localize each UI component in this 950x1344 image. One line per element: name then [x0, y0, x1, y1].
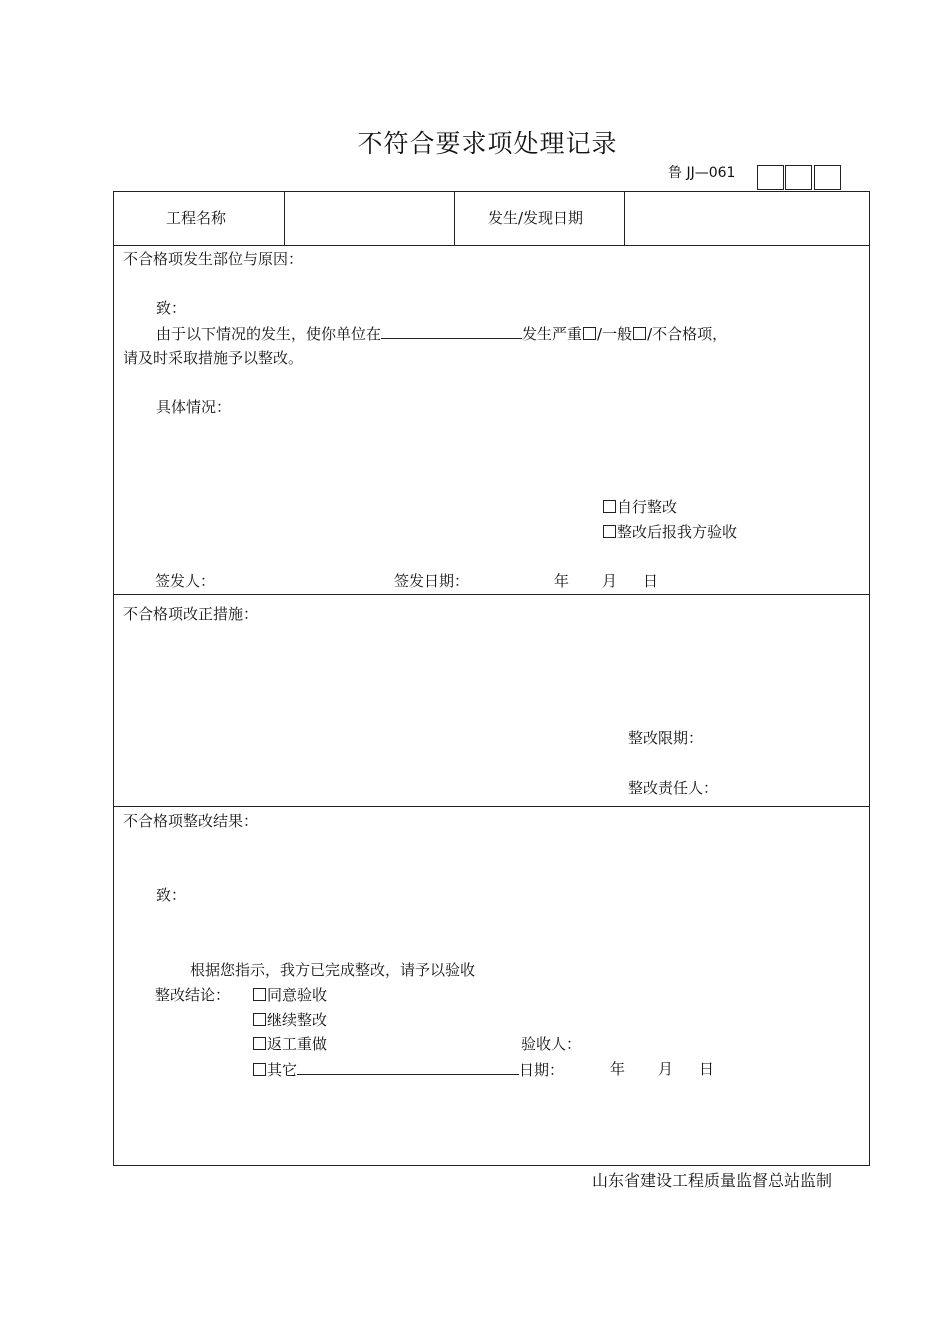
record-form: [113, 191, 870, 1166]
details-label: 具体情况：: [156, 398, 232, 416]
section3-heading: 不合格项整改结果：: [123, 812, 259, 830]
other-blank[interactable]: [297, 1059, 519, 1075]
notice-nonconform: /不合格项，: [647, 325, 728, 343]
self-rectify-label: 自行整改: [617, 498, 678, 516]
notice-severe: 发生严重: [522, 325, 583, 343]
code-box-2[interactable]: [785, 165, 812, 190]
conclusion-label: 整改结论：: [155, 986, 231, 1004]
form-code: 鲁 JJ—061: [668, 165, 736, 181]
continue-checkbox[interactable]: [253, 1013, 266, 1026]
day-label: 日: [643, 572, 659, 590]
agree-label: 同意验收: [267, 986, 328, 1004]
option-other[interactable]: [252, 1059, 564, 1080]
completion-statement: 根据您指示，我方已完成整改，请予以验收: [190, 961, 476, 979]
self-rectify-checkbox[interactable]: [603, 500, 616, 513]
other-checkbox[interactable]: [253, 1063, 266, 1076]
option-redo[interactable]: [252, 1034, 327, 1054]
page-title: 不符合要求项处理记录: [357, 129, 618, 158]
header-divider: [284, 192, 285, 245]
inspector-label: 验收人：: [521, 1035, 582, 1053]
code-box-3[interactable]: [814, 165, 841, 190]
section1-to: 致：: [156, 299, 187, 317]
section3-to: 致：: [156, 886, 187, 904]
section1-heading: 不合格项发生部位与原因：: [123, 250, 304, 268]
redo-label: 返工重做: [267, 1035, 328, 1053]
deadline-label: 整改限期：: [628, 729, 704, 747]
result-month-label: 月: [658, 1060, 674, 1078]
row-divider: [114, 245, 869, 246]
other-label: 其它: [267, 1061, 298, 1079]
report-after-checkbox[interactable]: [603, 525, 616, 538]
result-year-label: 年: [610, 1060, 626, 1078]
option-self-rectify[interactable]: [602, 497, 677, 517]
row-divider: [114, 594, 869, 595]
code-box-1[interactable]: [757, 165, 784, 190]
report-after-label: 整改后报我方验收: [617, 523, 738, 541]
unit-blank[interactable]: [381, 323, 522, 339]
date-label: 发生/发现日期: [488, 209, 584, 227]
redo-checkbox[interactable]: [253, 1037, 266, 1050]
severe-checkbox[interactable]: [583, 327, 596, 340]
option-continue[interactable]: [252, 1010, 327, 1030]
issuer-footer: 山东省建设工程质量监督总站监制: [592, 1171, 833, 1190]
sign-date-label: 签发日期：: [394, 572, 470, 590]
month-label: 月: [602, 572, 618, 590]
row-divider: [114, 806, 869, 807]
notice-general: /一般: [597, 325, 633, 343]
signer-label: 签发人：: [155, 572, 216, 590]
header-divider: [454, 192, 455, 245]
section2-heading: 不合格项改正措施：: [123, 605, 259, 623]
continue-label: 继续整改: [267, 1011, 328, 1029]
option-report-after[interactable]: [602, 522, 737, 542]
general-checkbox[interactable]: [633, 327, 646, 340]
project-name-field[interactable]: [294, 208, 444, 228]
date-field[interactable]: [634, 208, 859, 228]
notice-line-1: [156, 323, 727, 344]
notice-prefix: 由于以下情况的发生，使你单位在: [156, 325, 382, 343]
result-date-label: 日期：: [519, 1061, 565, 1079]
header-divider: [624, 192, 625, 245]
project-name-label: 工程名称: [166, 209, 227, 227]
responsible-label: 整改责任人：: [628, 779, 719, 797]
agree-checkbox[interactable]: [253, 988, 266, 1001]
year-label: 年: [554, 572, 570, 590]
notice-line-2: 请及时采取措施予以整改。: [123, 349, 304, 367]
result-day-label: 日: [699, 1060, 715, 1078]
option-agree[interactable]: [252, 985, 327, 1005]
